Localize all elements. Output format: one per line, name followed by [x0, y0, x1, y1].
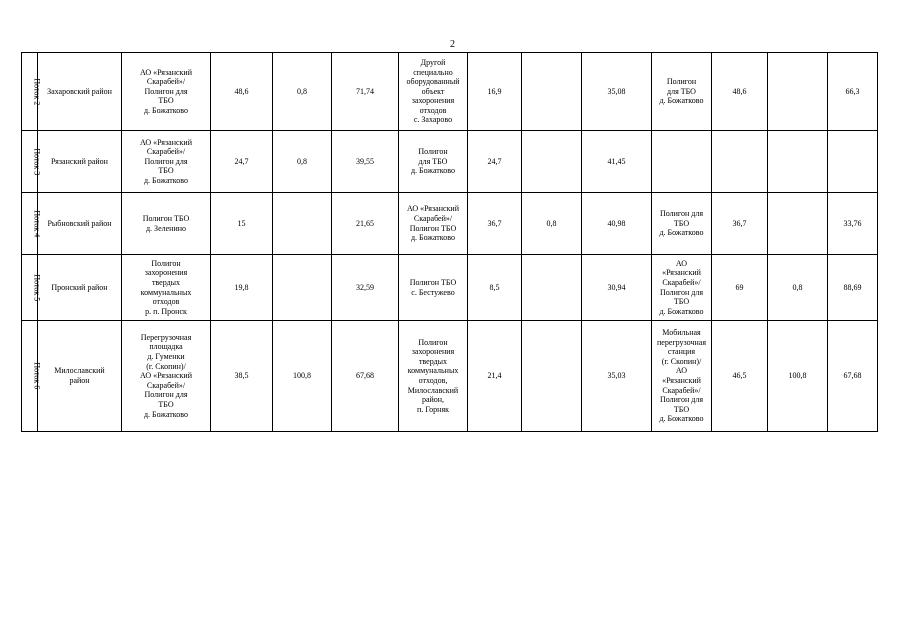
facility-cell: Полигон для ТБО д. Божатково — [399, 131, 468, 193]
facility-cell: АО «Рязанский Скарабей»/ Полигон для ТБО д. Божатково — [122, 53, 211, 131]
value-cell: 100,8 — [273, 321, 332, 432]
value-cell — [522, 255, 582, 321]
flow-label-cell — [22, 255, 42, 321]
value-cell: 35,03 — [582, 321, 652, 432]
flow-label-cell — [22, 53, 42, 131]
value-cell: 36,7 — [712, 193, 768, 255]
value-cell: 21,65 — [332, 193, 399, 255]
value-cell: 8,5 — [468, 255, 522, 321]
facility-cell: Полигон для ТБО д. Божатково — [652, 53, 712, 131]
value-cell: 88,69 — [828, 255, 878, 321]
facility-cell: Другой специально оборудованный объект захоронения отходов с. Захарово — [399, 53, 468, 131]
flow-label-cell — [22, 321, 42, 432]
facility-cell: АО «Рязанский Скарабей»/ Полигон для ТБО д. Божатково — [652, 255, 712, 321]
facility-cell: Полигон ТБО с. Бестужево — [399, 255, 468, 321]
value-cell: 39,55 — [332, 131, 399, 193]
facility-cell: Полигон захоронения твердых коммунальных отходов, Милославский район, п. Горняк — [399, 321, 468, 432]
facility-cell: Перегрузочная площадка д. Гуменки (г. Скопин)/ АО «Рязанский Скарабей»/ Полигон для ТБО д. Божатково — [122, 321, 211, 432]
value-cell: 19,8 — [211, 255, 273, 321]
flow-label: Поток 6 — [32, 362, 42, 390]
flow-label: Поток 2 — [32, 78, 42, 105]
facility-cell: Полигон захоронения твердых коммунальных отходов р. п. Пронск — [122, 255, 211, 321]
flow-label: Поток 5 — [32, 274, 42, 301]
value-cell: 30,94 — [582, 255, 652, 321]
value-cell — [522, 131, 582, 193]
value-cell: 35,08 — [582, 53, 652, 131]
value-cell: 38,5 — [211, 321, 273, 432]
table-row — [22, 193, 878, 255]
value-cell: 24,7 — [468, 131, 522, 193]
district-cell: Рязанский район — [38, 131, 122, 193]
table-row — [22, 255, 878, 321]
value-cell: 41,45 — [582, 131, 652, 193]
value-cell: 0,8 — [522, 193, 582, 255]
value-cell — [522, 321, 582, 432]
district-cell: Захаровский район — [38, 53, 122, 131]
value-cell: 33,76 — [828, 193, 878, 255]
value-cell — [768, 131, 828, 193]
district-cell: Пронский район — [38, 255, 122, 321]
table-row — [22, 131, 878, 193]
value-cell: 21,4 — [468, 321, 522, 432]
value-cell: 67,68 — [332, 321, 399, 432]
value-cell: 48,6 — [211, 53, 273, 131]
table-row — [22, 321, 878, 432]
value-cell: 0,8 — [273, 131, 332, 193]
value-cell — [768, 193, 828, 255]
value-cell: 71,74 — [332, 53, 399, 131]
value-cell: 36,7 — [468, 193, 522, 255]
facility-cell: Полигон для ТБО д. Божатково — [652, 193, 712, 255]
facility-cell: АО «Рязанский Скарабей»/ Полигон для ТБО д. Божатково — [122, 131, 211, 193]
value-cell: 0,8 — [768, 255, 828, 321]
value-cell: 48,6 — [712, 53, 768, 131]
value-cell — [273, 193, 332, 255]
district-cell: Милославский район — [38, 321, 122, 432]
value-cell: 0,8 — [273, 53, 332, 131]
facility-cell: АО «Рязанский Скарабей»/ Полигон ТБО д. Божатково — [399, 193, 468, 255]
value-cell: 46,5 — [712, 321, 768, 432]
value-cell — [712, 131, 768, 193]
value-cell: 32,59 — [332, 255, 399, 321]
value-cell: 24,7 — [211, 131, 273, 193]
page-number: 2 — [450, 39, 455, 50]
value-cell — [522, 53, 582, 131]
value-cell: 40,98 — [582, 193, 652, 255]
value-cell: 69 — [712, 255, 768, 321]
value-cell: 16,9 — [468, 53, 522, 131]
waste-flow-table — [21, 52, 878, 432]
value-cell — [828, 131, 878, 193]
district-cell: Рыбновский район — [38, 193, 122, 255]
value-cell: 15 — [211, 193, 273, 255]
flow-label-cell — [22, 193, 42, 255]
flow-label-cell — [22, 131, 42, 193]
facility-cell — [652, 131, 712, 193]
value-cell: 67,68 — [828, 321, 878, 432]
value-cell: 66,3 — [828, 53, 878, 131]
flow-label: Поток 4 — [32, 210, 42, 237]
value-cell: 100,8 — [768, 321, 828, 432]
flow-label: Поток 3 — [32, 148, 42, 175]
value-cell — [768, 53, 828, 131]
facility-cell: Мобильная перегрузочная станция (г. Скопин)/ АО «Рязанский Скарабей»/ Полигон для ТБО д. Божатково — [652, 321, 712, 432]
facility-cell: Полигон ТБО д. Зеленино — [122, 193, 211, 255]
value-cell — [273, 255, 332, 321]
table-row — [22, 53, 878, 131]
